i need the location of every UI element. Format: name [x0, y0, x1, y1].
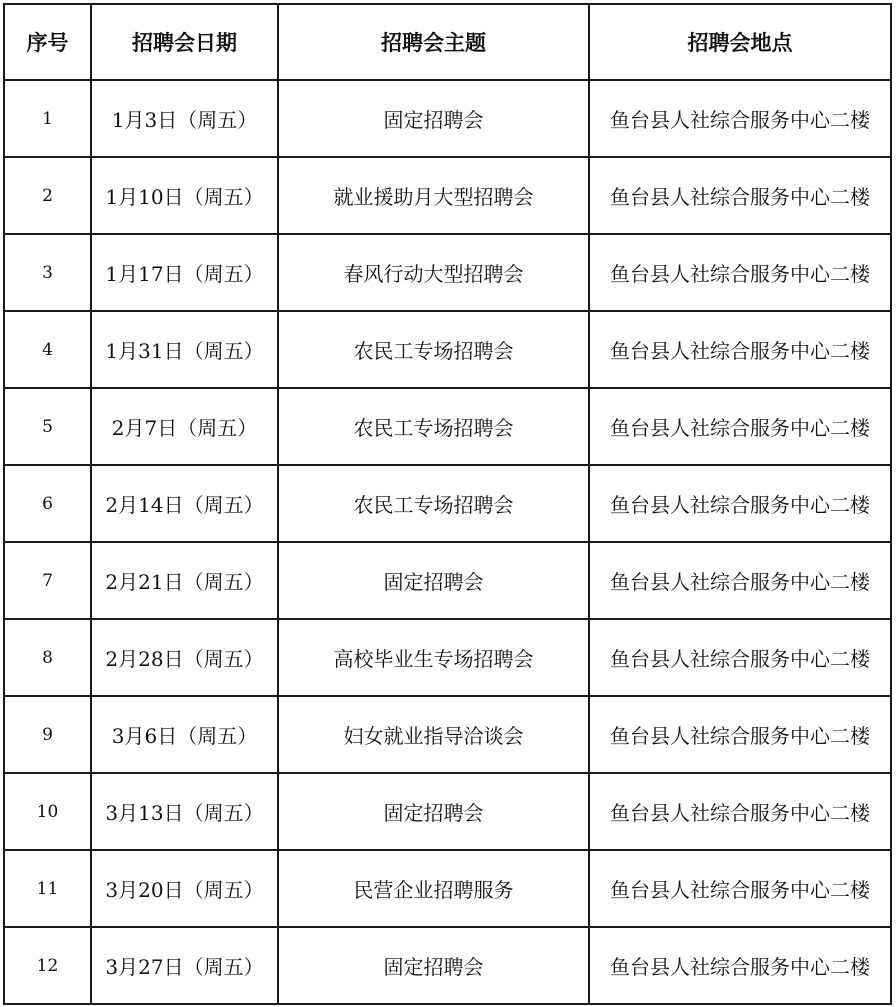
- cell-index: 11: [4, 850, 91, 927]
- job-fair-schedule-table: [3, 3, 892, 1005]
- table-row: [4, 311, 891, 388]
- cell-date: 1月10日（周五）: [91, 157, 278, 234]
- cell-theme: 农民工专场招聘会: [278, 311, 589, 388]
- cell-location: 鱼台县人社综合服务中心二楼: [589, 773, 891, 850]
- cell-location: 鱼台县人社综合服务中心二楼: [589, 619, 891, 696]
- table-row: [4, 157, 891, 234]
- cell-index: 4: [4, 311, 91, 388]
- table-header: [4, 4, 891, 80]
- cell-index: 6: [4, 465, 91, 542]
- cell-index: 1: [4, 80, 91, 157]
- header-index: 序号: [4, 4, 91, 80]
- cell-date: 3月6日（周五）: [91, 696, 278, 773]
- header-location: 招聘会地点: [589, 4, 891, 80]
- cell-date: 2月7日（周五）: [91, 388, 278, 465]
- table-row: [4, 234, 891, 311]
- table-row: [4, 850, 891, 927]
- cell-theme: 农民工专场招聘会: [278, 465, 589, 542]
- header-row: [4, 4, 891, 80]
- cell-index: 8: [4, 619, 91, 696]
- cell-location: 鱼台县人社综合服务中心二楼: [589, 542, 891, 619]
- cell-date: 1月3日（周五）: [91, 80, 278, 157]
- cell-date: 2月28日（周五）: [91, 619, 278, 696]
- table-row: [4, 696, 891, 773]
- cell-location: 鱼台县人社综合服务中心二楼: [589, 80, 891, 157]
- table-row: [4, 465, 891, 542]
- cell-location: 鱼台县人社综合服务中心二楼: [589, 927, 891, 1004]
- cell-date: 1月31日（周五）: [91, 311, 278, 388]
- cell-location: 鱼台县人社综合服务中心二楼: [589, 157, 891, 234]
- cell-index: 10: [4, 773, 91, 850]
- cell-theme: 农民工专场招聘会: [278, 388, 589, 465]
- cell-date: 3月13日（周五）: [91, 773, 278, 850]
- cell-theme: 春风行动大型招聘会: [278, 234, 589, 311]
- header-theme: 招聘会主题: [278, 4, 589, 80]
- cell-date: 2月21日（周五）: [91, 542, 278, 619]
- table-row: [4, 388, 891, 465]
- header-date: 招聘会日期: [91, 4, 278, 80]
- cell-index: 2: [4, 157, 91, 234]
- table-row: [4, 619, 891, 696]
- cell-location: 鱼台县人社综合服务中心二楼: [589, 465, 891, 542]
- cell-theme: 固定招聘会: [278, 542, 589, 619]
- table-row: [4, 80, 891, 157]
- table-row: [4, 773, 891, 850]
- cell-location: 鱼台县人社综合服务中心二楼: [589, 850, 891, 927]
- cell-location: 鱼台县人社综合服务中心二楼: [589, 388, 891, 465]
- cell-index: 9: [4, 696, 91, 773]
- table-body: [4, 80, 891, 1004]
- cell-index: 12: [4, 927, 91, 1004]
- table-row: [4, 927, 891, 1004]
- cell-theme: 民营企业招聘服务: [278, 850, 589, 927]
- cell-theme: 固定招聘会: [278, 80, 589, 157]
- cell-theme: 高校毕业生专场招聘会: [278, 619, 589, 696]
- cell-location: 鱼台县人社综合服务中心二楼: [589, 234, 891, 311]
- cell-location: 鱼台县人社综合服务中心二楼: [589, 696, 891, 773]
- cell-theme: 妇女就业指导洽谈会: [278, 696, 589, 773]
- cell-theme: 固定招聘会: [278, 927, 589, 1004]
- cell-date: 3月27日（周五）: [91, 927, 278, 1004]
- cell-index: 7: [4, 542, 91, 619]
- cell-date: 3月20日（周五）: [91, 850, 278, 927]
- cell-index: 3: [4, 234, 91, 311]
- cell-theme: 就业援助月大型招聘会: [278, 157, 589, 234]
- table-row: [4, 542, 891, 619]
- cell-date: 1月17日（周五）: [91, 234, 278, 311]
- cell-theme: 固定招聘会: [278, 773, 589, 850]
- cell-location: 鱼台县人社综合服务中心二楼: [589, 311, 891, 388]
- cell-date: 2月14日（周五）: [91, 465, 278, 542]
- cell-index: 5: [4, 388, 91, 465]
